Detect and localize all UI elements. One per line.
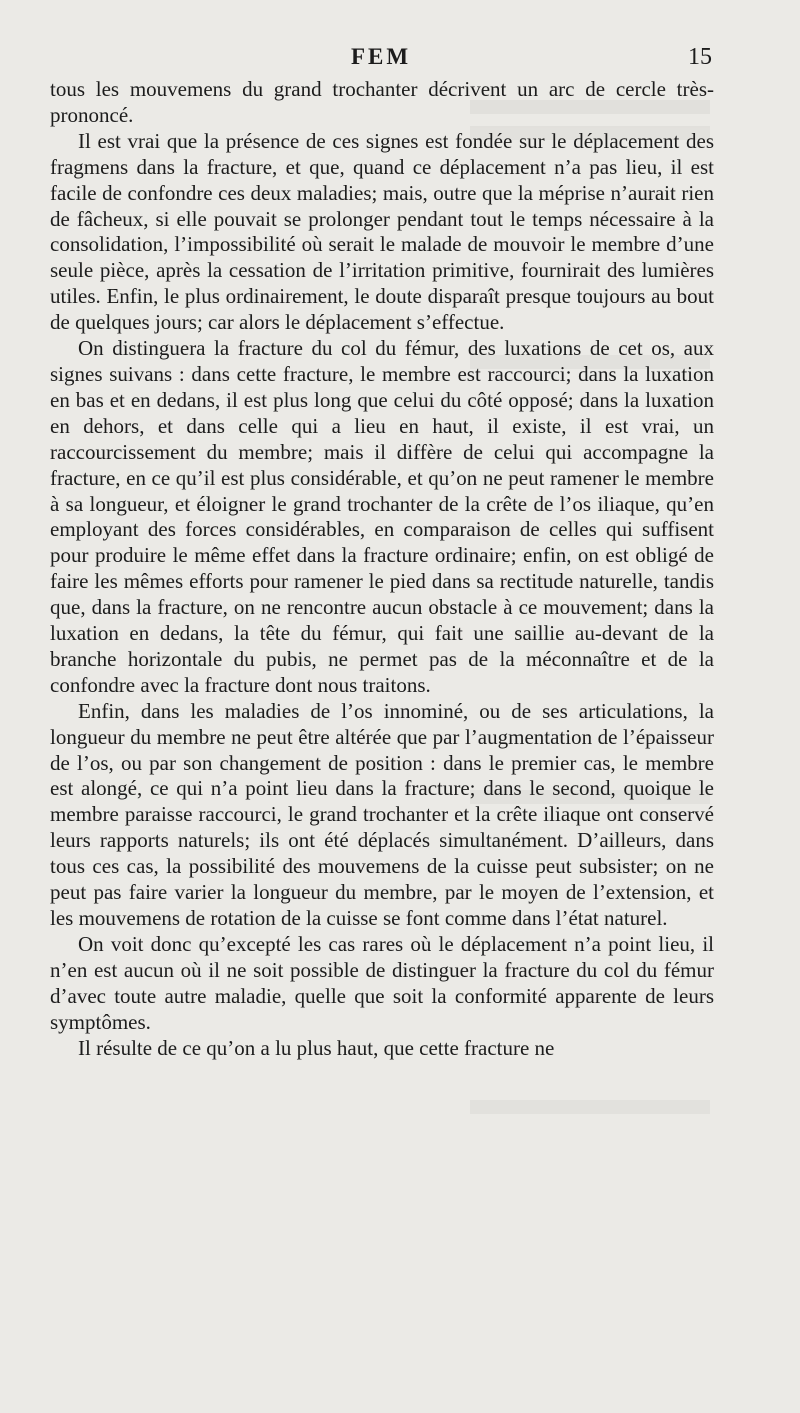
- paragraph-continuation: tous les mouvemens du grand trochanter décrivent un arc de cercle très-prononcé.: [50, 77, 714, 127]
- paragraph-resultat: Il résulte de ce qu’on a lu plus haut, que cette fracture ne: [78, 1035, 555, 1060]
- page-number: 15: [688, 44, 712, 70]
- paragraph-signes: Il est vrai que la présence de ces signes est fondée sur le déplacement des fragmens dans la fracture, et que, quand ce déplacement n’a pas lieu, il est facile de confondre ces deux maladies; mais, outre que la méprise n’aurait rien de fâcheux, si elle pouvait se prolonger pendant tout le temps nécessaire à la consolidation, l’impossibilité où serait le malade de mouvoir le membre d’une seule pièce, après la cessation de l’irritation primitive, fournirait des lumières utiles. Enfin, le plus ordinairement, le doute disparaît presque toujours au bout de quelques jours; car alors le déplacement s’effectue.: [50, 128, 714, 335]
- paragraph-luxations: On distinguera la fracture du col du fémur, des luxations de cet os, aux signes suivans : dans cette fracture, le membre est raccourci; dans la luxation en bas et en dedans, il est plus long que celui du côté opposé; dans la luxation en dehors, et dans celle qui a lieu en haut, il existe, il est vrai, un raccourcissement du membre; mais il diffère de celui qui accompagne la fracture, en ce qu’il est plus considérable, et qu’on ne peut ramener le membre à sa longueur, et éloigner le grand trochanter de la crête de l’os iliaque, qu’en employant des forces considérables, en comparaison de celles qui suffisent pour produire le même effet dans la fracture ordinaire; enfin, on est obligé de faire les mêmes efforts pour ramener le pied dans sa rectitude naturelle, tandis que, dans la fracture, on ne rencontre aucun obstacle à ce mouvement; dans la luxation en dedans, la tête du fémur, qui fait une saillie au-devant de la branche horizontale du pubis, ne permet pas de la méconnaître et de la confondre avec la fracture dont nous traitons.: [50, 336, 714, 697]
- body-text: [50, 77, 714, 1061]
- paragraph-conclusion: On voit donc qu’excepté les cas rares où le déplacement n’a point lieu, il n’en est aucun où il ne soit possible de distinguer la fracture du col du fémur d’avec toute autre maladie, quelle que soit la conformité apparente de leurs symptômes.: [50, 931, 714, 1034]
- running-title: FEM: [350, 44, 412, 69]
- running-head: [50, 44, 712, 74]
- paragraph-os-innomine: Enfin, dans les maladies de l’os innominé, ou de ses articulations, la longueur du membre ne peut être altérée que par l’augmentation de l’épaisseur de l’os, ou par son changement de position : dans le premier cas, le membre est alongé, ce qui n’a point lieu dans la fracture; dans le second, quoique le membre paraisse raccourci, le grand trochanter et la crête iliaque ont conservé leurs rapports naturels; ils ont été déplacés simultanément. D’ailleurs, dans tous ces cas, la possibilité des mouvemens de la cuisse peut subsister; on ne peut pas faire varier la longueur du membre, par le moyen de l’extension, et les mouvemens de rotation de la cuisse se font comme dans l’état naturel.: [50, 698, 714, 930]
